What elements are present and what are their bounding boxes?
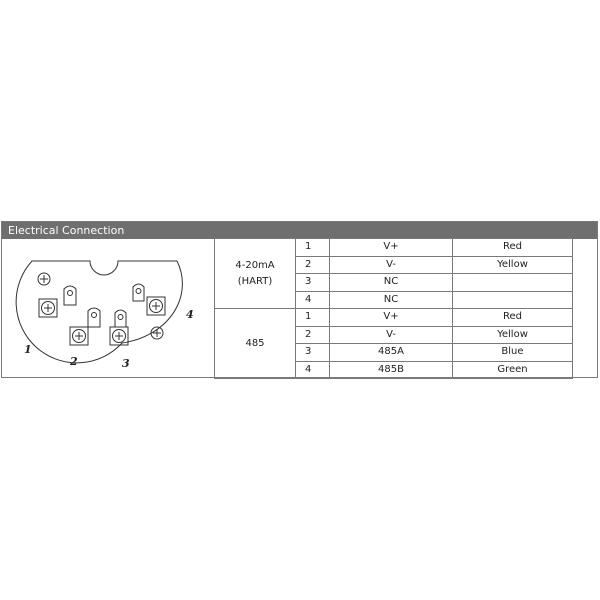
signal-cell: V-: [330, 326, 453, 344]
mode-name-line: 485: [245, 337, 265, 349]
mode-name-line: 4-20mA: [235, 259, 275, 271]
mode-cell-485: [215, 309, 296, 379]
wire-color-cell: Red: [453, 239, 573, 257]
signal-cell: V-: [330, 256, 453, 274]
table-row: [215, 309, 573, 327]
pin-number: 2: [296, 326, 330, 344]
pin-number: 1: [296, 309, 330, 327]
signal-cell: NC: [330, 274, 453, 292]
terminal-screw-left-top: [38, 273, 50, 285]
pin-number: 4: [296, 291, 330, 309]
mode-cell-hart: [215, 239, 296, 309]
table-row: [215, 239, 573, 257]
signal-cell: NC: [330, 291, 453, 309]
pin-number: 4: [296, 361, 330, 379]
terminal-label-3: 3: [122, 357, 130, 370]
terminal-label-1: 1: [24, 343, 32, 356]
terminal-label-2: 2: [70, 355, 78, 368]
terminal-lug-3: [88, 308, 100, 327]
wire-color-cell: Yellow: [453, 256, 573, 274]
terminal-screw-4: [147, 297, 165, 315]
terminal-screw-1: [39, 299, 57, 317]
terminal-lug-3b: [115, 310, 126, 327]
terminal-diagram: [2, 239, 215, 377]
signal-cell: 485B: [330, 361, 453, 379]
pin-number: 3: [296, 274, 330, 292]
wire-color-cell: Yellow: [453, 326, 573, 344]
wire-color-cell: Blue: [453, 344, 573, 362]
signal-cell: V+: [330, 239, 453, 257]
wire-color-cell: Red: [453, 309, 573, 327]
connection-table: [214, 238, 573, 379]
section-header: Electrical Connection: [2, 222, 597, 239]
pin-number: 3: [296, 344, 330, 362]
terminal-screw-2: [70, 327, 88, 345]
wire-color-cell: Green: [453, 361, 573, 379]
terminal-lug-2: [64, 286, 76, 305]
pin-number: 2: [296, 256, 330, 274]
terminal-screw-right-bottom: [151, 327, 163, 339]
mode-name-line: (HART): [237, 275, 273, 287]
electrical-connection-panel: [1, 221, 598, 378]
terminal-lug-4: [133, 284, 144, 301]
wire-color-cell: [453, 291, 573, 309]
terminal-block-drawing: [2, 239, 214, 377]
signal-cell: V+: [330, 309, 453, 327]
signal-cell: 485A: [330, 344, 453, 362]
pin-number: 1: [296, 239, 330, 257]
wire-color-cell: [453, 274, 573, 292]
terminal-label-4: 4: [186, 308, 194, 321]
